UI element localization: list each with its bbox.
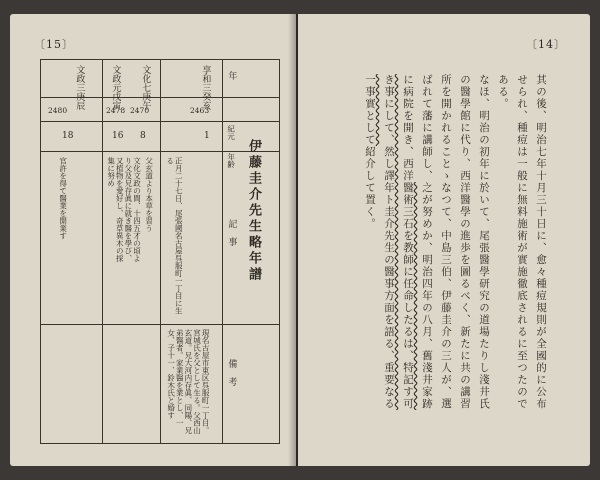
table-left-rule [40,59,41,444]
paragraph: 其の後、明治七年十月三十日に、愈々種痘規則が全國的に公布せられ、種痘は一般に無料施術が實施徹底されるに至つたのである。 [497,74,547,410]
table-col-rule [160,59,161,444]
row-year: 文化七庚午 [140,65,151,110]
chronology-table [40,59,280,444]
row-year: 文政三庚辰 [74,65,85,110]
row-event: 文化文政の間、十四五才の頃より父及兄存眞に就き醫を學び、又植物を愛好し、奇草異木の採集に努め [106,157,142,262]
row-event: 父玄道より本草を習う [144,157,154,232]
row-kigen: 2470 [130,106,150,115]
header-year: 年 [226,71,237,80]
row-kigen: 2480 [48,106,68,115]
row-year: 文政元戊寅 [110,65,121,110]
header-notes: 備 考 [226,359,237,386]
right-page [298,14,590,466]
header-age: 年齢 [226,153,236,168]
table-col-rule [102,59,103,444]
paragraph: なほ、明治の初年に於いて、尾張醫學研究の道場たりし淺井氏の醫學館に代り、西洋醫學の進歩を圖るべく、新たに共の講習所を開かれることゝなつて、中島三伯、伊藤圭介の三人が、選ばれて藩に講師し、 [421,74,490,410]
row-age: 8 [140,131,146,141]
table-col-rule [222,59,223,444]
row-kigen: 2463 [190,106,210,115]
row-age: 1 [204,131,210,141]
header-events: 記 事 [226,219,237,246]
paragraph: 然し譯年ト圭介先生の醫事方面を語る、重要なる一事實として紹介して置く。 [364,74,395,410]
header-kigen: 紀元 [226,125,236,140]
row-kigen: 2478 [106,106,126,115]
page-number-right: 〔14〕 [526,38,566,51]
page-number-left: 〔15〕 [34,38,74,51]
row-event: 官許を得て醫業を開業す [58,157,68,240]
left-page [10,14,296,466]
row-age: 16 [112,131,124,141]
wavy-underlined-passage: 之が努めか、明治四年の八月、舊淺井家跡に病院を開き、西洋醫術三石を教師に任命したるは、特記す可き事にして、 [383,74,433,410]
row-age: 18 [62,131,74,141]
table-right-rule [279,59,280,444]
body-text [340,74,550,419]
chronology-title: 伊藤圭介先生略年譜 [245,139,261,283]
row-event: 正月二十七日、尾張國名古屋呉服町一丁目に生る [165,157,184,315]
row-note: 現名古屋市東区呉服町一丁目。宮城氏を父として生る。父西山玄道。兄大河内存眞、同陽、兄弟醫者。家業醫を業とし、一女、子十一、鈴木氏と婚す [166,329,211,434]
row-year: 享和三癸亥 [200,65,211,110]
